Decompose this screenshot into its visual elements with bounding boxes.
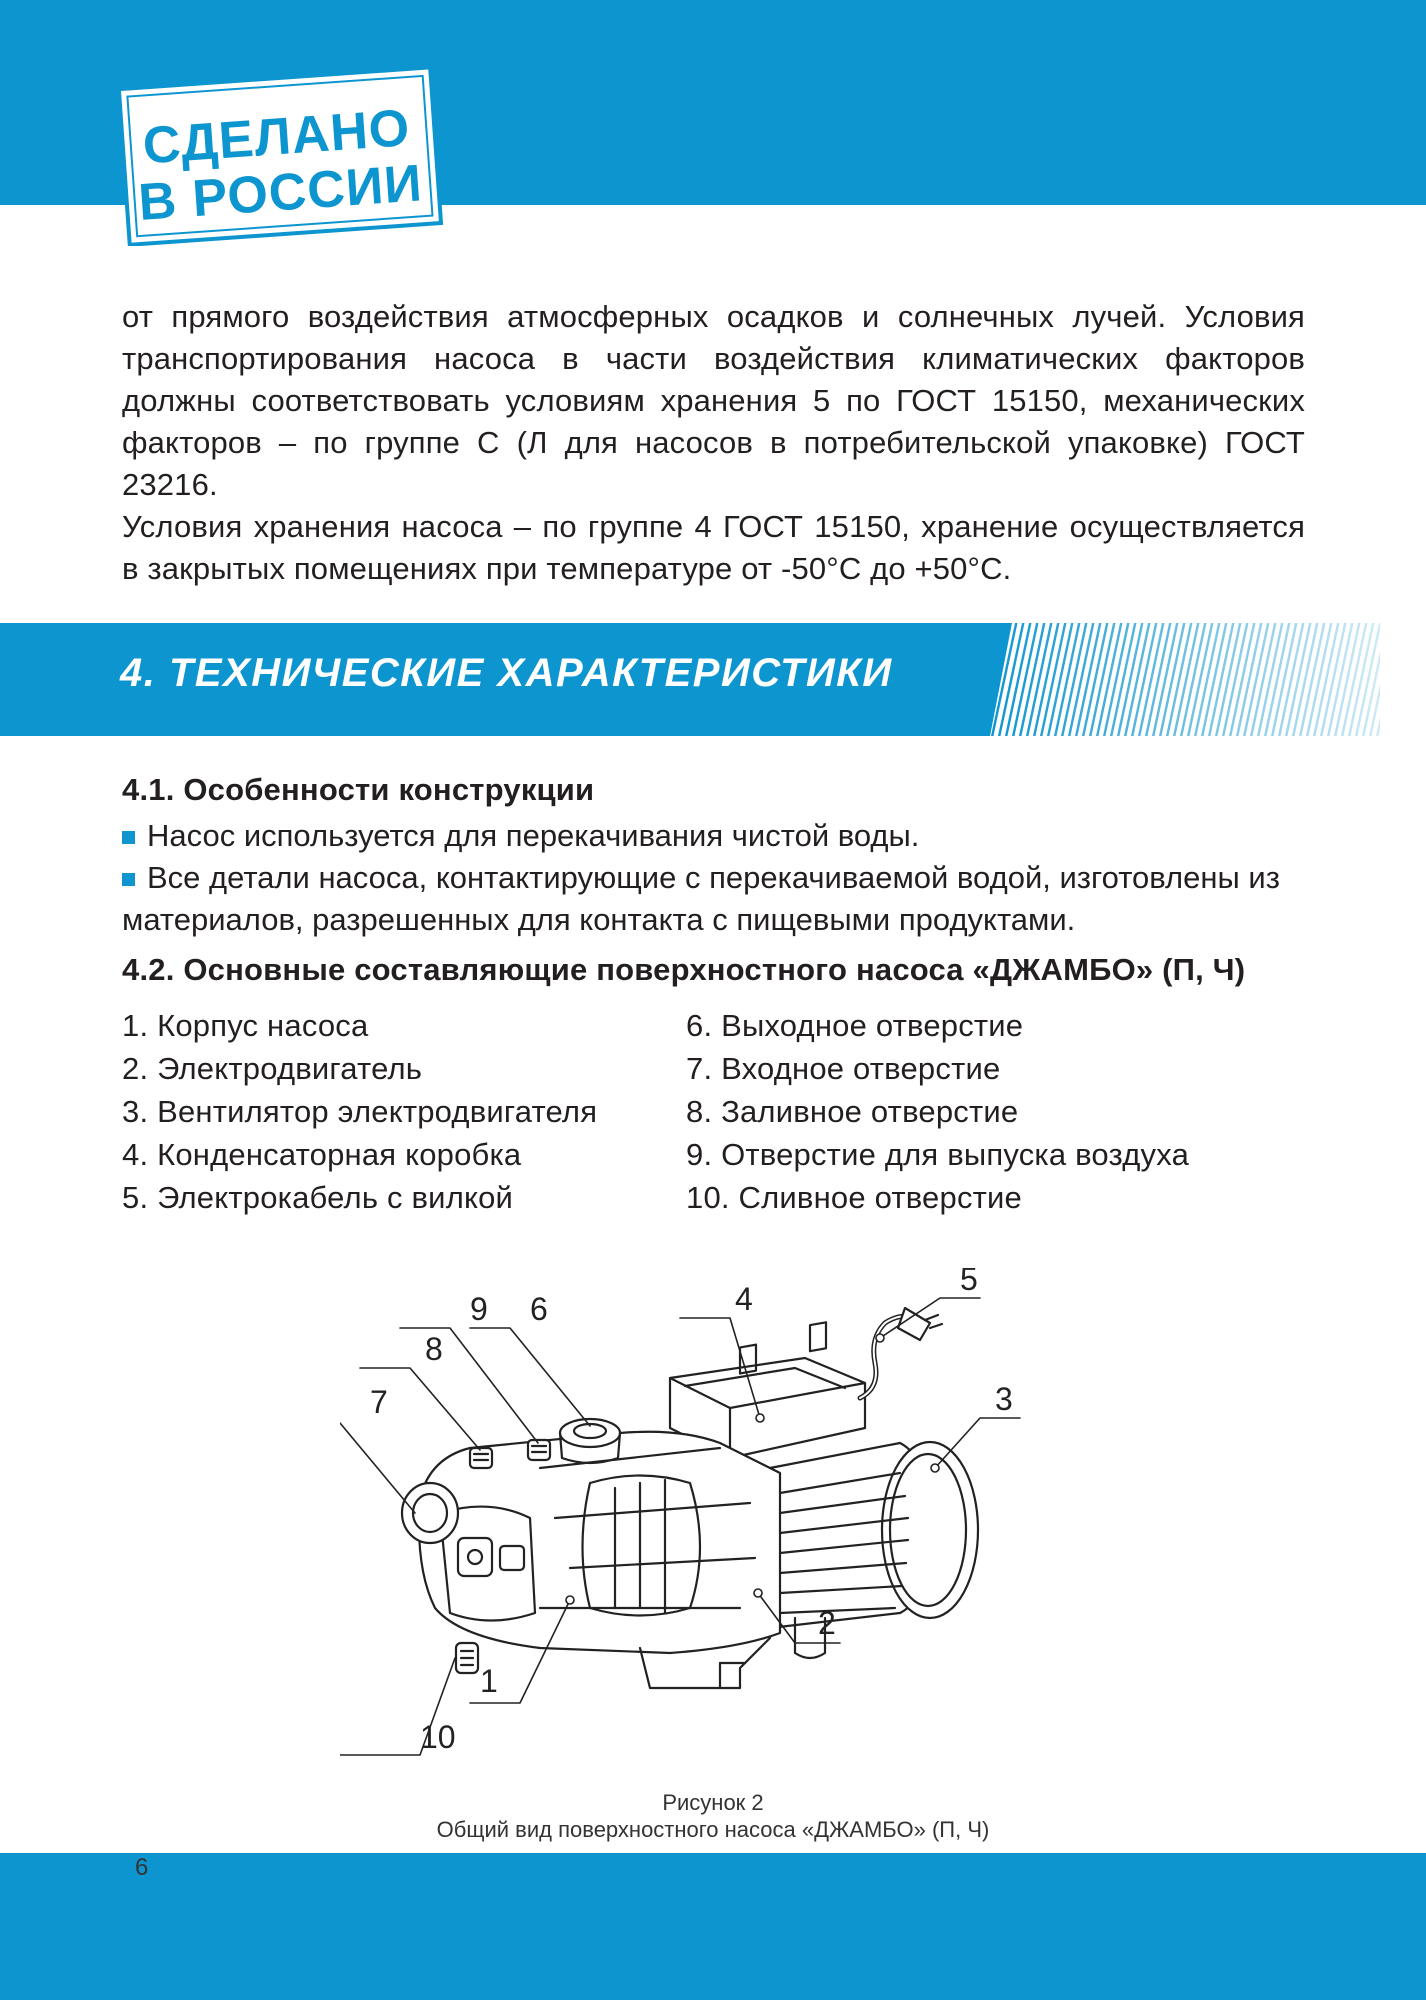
callout-label-9: 9 <box>470 1291 488 1327</box>
footer-band <box>0 1853 1426 2000</box>
components-list-left <box>122 1004 682 1219</box>
list-item: 7. Входное отверстие <box>686 1051 1001 1086</box>
list-item: Насос используется для перекачивания чистой воды. <box>122 815 1312 857</box>
storage-conditions-paragraph: Условия хранения насоса – по группе 4 ГОСТ 15150, хранение осуществляется в закрытых помещениях при температуре от -50°С до +50°С. <box>122 509 1305 586</box>
list-item: 10. Сливное отверстие <box>686 1180 1022 1215</box>
callout-label-3: 3 <box>995 1381 1013 1417</box>
priming-plug <box>470 1448 492 1468</box>
bullet-square-icon <box>122 831 135 844</box>
subsection-heading-design: 4.1. Особенности конструкции <box>122 772 595 807</box>
callout-label-1: 1 <box>480 1663 498 1699</box>
list-item: 8. Заливное отверстие <box>686 1094 1019 1129</box>
callout-label-7: 7 <box>370 1384 388 1420</box>
figure-caption-number: Рисунок 2 <box>662 1790 764 1815</box>
list-item: 6. Выходное отверстие <box>686 1008 1024 1043</box>
made-in-russia-logo <box>118 68 444 246</box>
callout-label-2: 2 <box>818 1605 836 1641</box>
callout-line-7 <box>340 1423 415 1513</box>
fan-cover <box>882 1442 978 1618</box>
list-item: 5. Электрокабель с вилкой <box>122 1180 514 1215</box>
subsection-heading-components: 4.2. Основные составляющие поверхностного насоса «ДЖАМБО» (П, Ч) <box>122 952 1246 987</box>
callout-label-8: 8 <box>425 1331 443 1367</box>
bullet-square-icon <box>122 873 135 886</box>
list-item: 1. Корпус насоса <box>122 1008 369 1043</box>
list-item: 3. Вентилятор электродвигателя <box>122 1094 598 1129</box>
list-item: 9. Отверстие для выпуска воздуха <box>686 1137 1190 1172</box>
callout-label-5: 5 <box>960 1268 978 1297</box>
figure-caption-title: Общий вид поверхностного насоса «ДЖАМБО» (П, Ч) <box>436 1817 990 1842</box>
page-number: 6 <box>135 1854 149 1881</box>
callout-label-4: 4 <box>735 1281 753 1317</box>
list-item: 4. Конденсаторная коробка <box>122 1137 522 1172</box>
callout-label-10: 10 <box>420 1719 456 1755</box>
callout-line-9 <box>400 1328 538 1443</box>
design-features-list <box>122 815 1312 941</box>
list-item: Все детали насоса, контактирующие с перекачиваемой водой, изготовлены из материалов, разрешенных для контакта с пищевыми продуктами. <box>122 860 1280 937</box>
air-vent-plug <box>528 1440 550 1460</box>
callout-label-6: 6 <box>530 1291 548 1327</box>
storage-transport-paragraph: от прямого воздействия атмосферных осадков и солнечных лучей. Условия транспортирования насоса в части воздействия климатических факторов должны соответствовать условиям хранения 5 по ГОСТ 15150, механических факторов – по группе С (Л для насосов в потребительской упаковке) ГОСТ 23216. <box>122 299 1305 502</box>
logo-text-line2: В РОССИИ <box>136 154 425 232</box>
list-item: 2. Электродвигатель <box>122 1051 423 1086</box>
section-title: 4. ТЕХНИЧЕСКИЕ ХАРАКТЕРИСТИКИ <box>120 651 893 695</box>
pump-drawing <box>340 1268 1100 1768</box>
inlet-port <box>402 1483 458 1543</box>
components-list-right <box>686 1004 1306 1219</box>
logo-text-line1: СДЕЛАНО <box>141 98 413 176</box>
